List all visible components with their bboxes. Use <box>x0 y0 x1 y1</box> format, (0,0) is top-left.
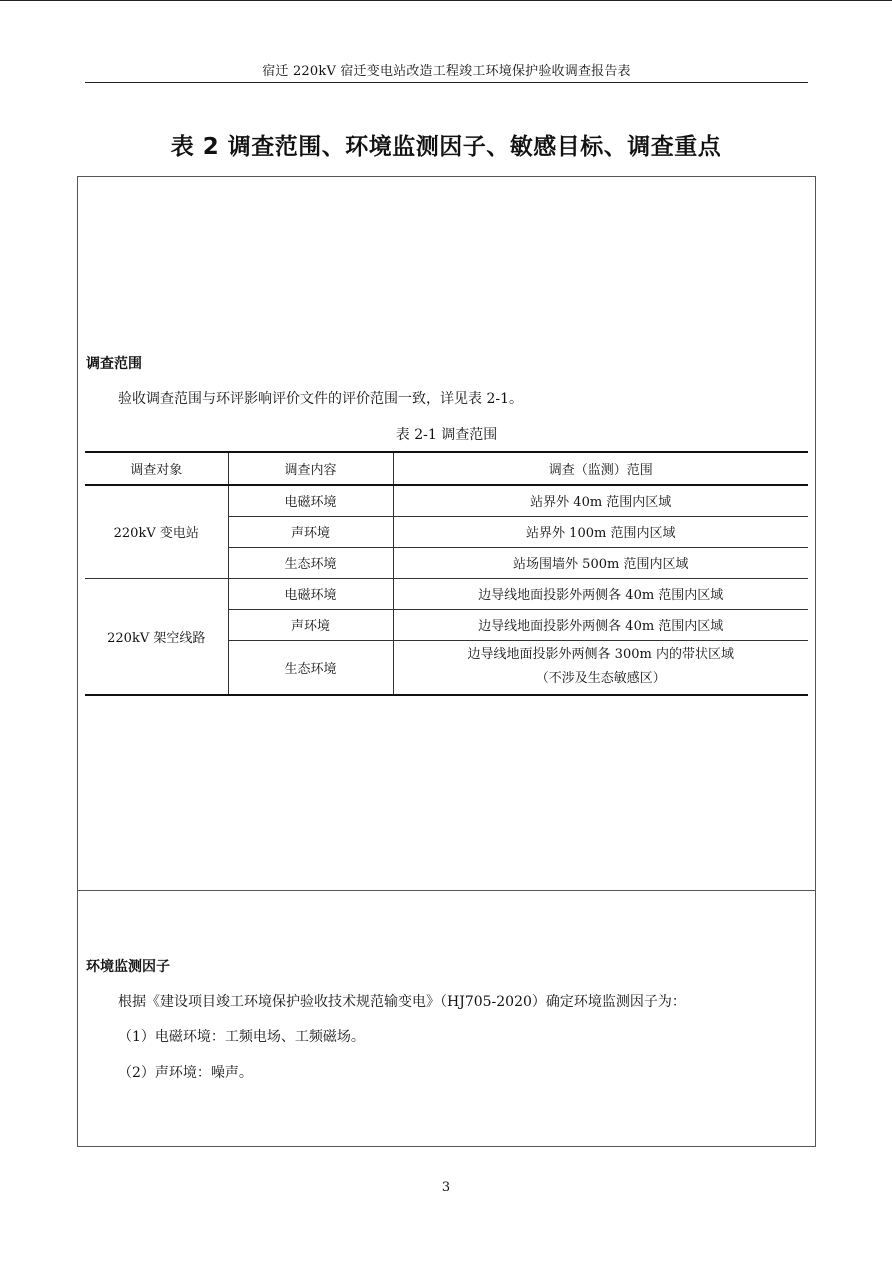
page-title: 表 2 调查范围、环境监测因子、敏感目标、调查重点 <box>170 134 722 160</box>
survey-content-cell: 生态环境 <box>228 547 393 578</box>
top-border-line <box>0 0 892 1</box>
survey-range-cell: 站场围墙外 500m 范围内区域 <box>393 547 808 578</box>
survey-range-cell: 边导线地面投影外两侧各 40m 范围内区域 <box>393 609 808 640</box>
running-header: 宿迁 220kV 宿迁变电站改造工程竣工环境保护验收调查报告表 <box>262 64 631 79</box>
survey-range-note: （不涉及生态敏感区） <box>535 671 666 687</box>
monitoring-factor-item: （1）电磁环境：工频电场、工频磁场。 <box>118 1029 365 1045</box>
survey-content-cell: 声环境 <box>228 609 393 640</box>
column-header-range: 调查（监测）范围 <box>393 452 808 485</box>
frame-section-divider <box>77 890 816 891</box>
page-number: 3 <box>441 1180 451 1195</box>
table-header-row <box>85 452 808 485</box>
survey-object-overhead-line: 220kV 架空线路 <box>85 578 228 695</box>
survey-range-line: 边导线地面投影外两侧各 300m 内的带状区域 <box>467 647 734 663</box>
monitoring-factor-item: （2）声环境：噪声。 <box>118 1065 253 1081</box>
column-header-object: 调查对象 <box>85 452 228 485</box>
survey-range-cell <box>393 640 808 695</box>
survey-range-cell: 边导线地面投影外两侧各 40m 范围内区域 <box>393 578 808 609</box>
survey-scope-heading: 调查范围 <box>86 356 142 372</box>
table-caption: 表 2-1 调查范围 <box>395 427 498 443</box>
survey-content-cell: 电磁环境 <box>228 578 393 609</box>
survey-content-cell: 生态环境 <box>228 640 393 695</box>
table-row <box>85 485 808 516</box>
column-header-content: 调查内容 <box>228 452 393 485</box>
monitoring-factors-intro: 根据《建设项目竣工环境保护验收技术规范输变电》（HJ705-2020）确定环境监测因子为： <box>118 994 686 1010</box>
header-divider <box>85 82 808 83</box>
table-row <box>85 578 808 609</box>
survey-scope-table <box>85 451 808 696</box>
survey-range-cell: 站界外 40m 范围内区域 <box>393 485 808 516</box>
survey-range-cell: 站界外 100m 范围内区域 <box>393 516 808 547</box>
survey-content-cell: 声环境 <box>228 516 393 547</box>
survey-scope-intro: 验收调查范围与环评影响评价文件的评价范围一致，详见表 2-1。 <box>118 391 523 407</box>
survey-object-substation: 220kV 变电站 <box>85 485 228 578</box>
monitoring-factors-heading: 环境监测因子 <box>86 959 170 975</box>
survey-content-cell: 电磁环境 <box>228 485 393 516</box>
